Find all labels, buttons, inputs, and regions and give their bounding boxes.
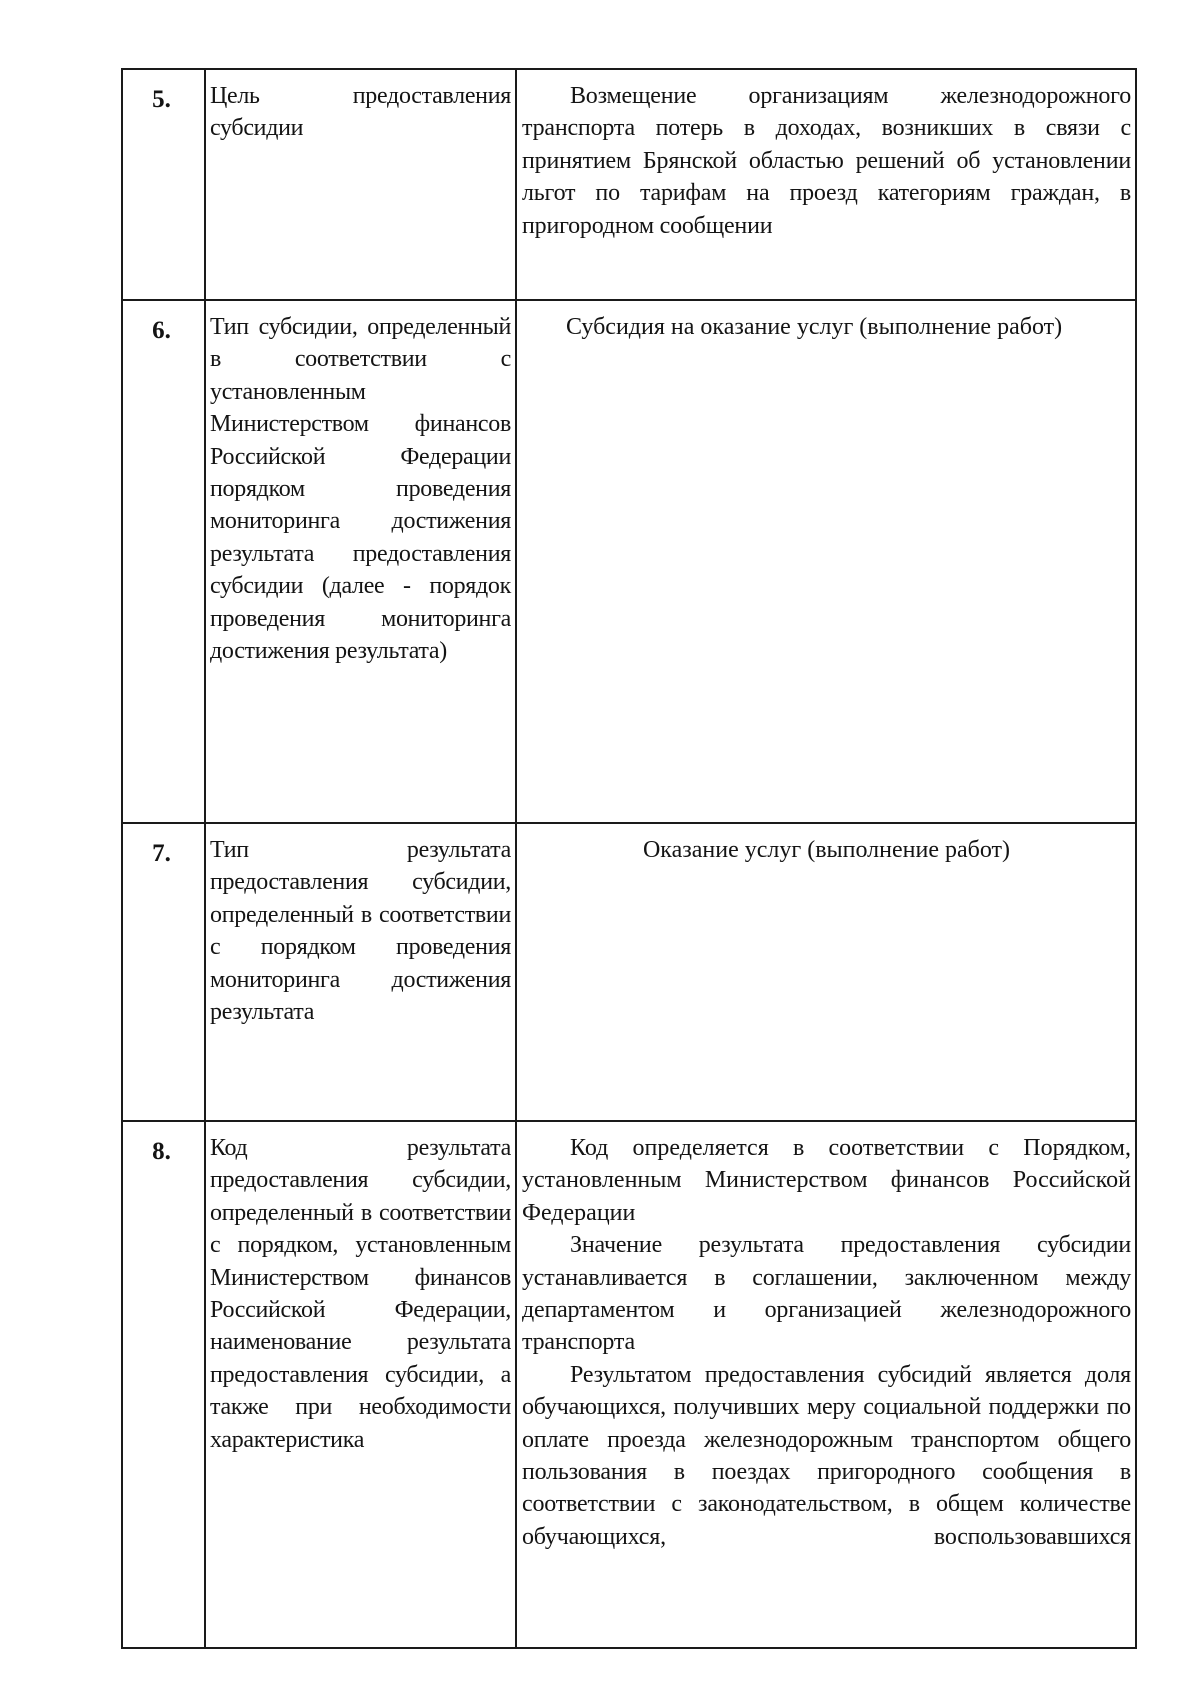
- value-paragraph: Субсидия на оказание услуг (выполнение работ): [566, 314, 1063, 340]
- row-name-text: Тип субсидии, определенный в соответствии с установленным Министерством финансов Российской Федерации порядком проведения мониторинга достижения результата предоставления субсидии (далее - порядок проведения мониторинга достижения результата): [210, 314, 511, 665]
- row-value: [516, 300, 1136, 823]
- row-name: [205, 300, 516, 823]
- row-number: 7.: [122, 823, 205, 1121]
- value-paragraph: Оказание услуг (выполнение работ): [642, 837, 1011, 863]
- row-name: [205, 823, 516, 1121]
- row-name: [205, 69, 516, 300]
- row-number: 8.: [122, 1121, 205, 1648]
- value-paragraph: Код определяется в соответствии с Порядком, установленным Министерством финансов Российской Федерации: [522, 1135, 1131, 1226]
- row-number: 6.: [122, 300, 205, 823]
- row-number: 5.: [122, 69, 205, 300]
- value-paragraph: Значение результата предоставления субсидии устанавливается в соглашении, заключенном между департаментом и организацией железнодорожного транспорта: [522, 1232, 1131, 1356]
- table-row: [122, 1121, 1136, 1648]
- row-value: [516, 69, 1136, 300]
- value-paragraph: Результатом предоставления субсидий является доля обучающихся, получивших меру социальной поддержки по оплате проезда железнодорожным транспортом общего пользования в поездах пригородного сообщения в соответствии с законодательством, в общем количестве обучающихся, воспользовавшихся: [522, 1361, 1131, 1550]
- table-row: [122, 300, 1136, 823]
- row-value: [516, 1121, 1136, 1648]
- subsidy-table: [121, 68, 1137, 1649]
- row-value: [516, 823, 1136, 1121]
- row-name-text: Код результата предоставления субсидии, определенный в соответствии с порядком, установленным Министерством финансов Российской Федерации, наименование результата предоставления субсидии, а также при необходимости характеристика: [210, 1135, 511, 1453]
- value-paragraph: Возмещение организациям железнодорожного транспорта потерь в доходах, возникших в связи с принятием Брянской областью решений об установлении льгот по тарифам на проезд категориям граждан, в пригородном сообщении: [522, 83, 1131, 239]
- table-row: [122, 69, 1136, 300]
- row-name-text: Цель предоставления субсидии: [210, 83, 511, 142]
- table-row: [122, 823, 1136, 1121]
- row-name-text: Тип результата предоставления субсидии, определенный в соответствии с порядком проведения мониторинга достижения результата: [210, 837, 511, 1026]
- row-name: [205, 1121, 516, 1648]
